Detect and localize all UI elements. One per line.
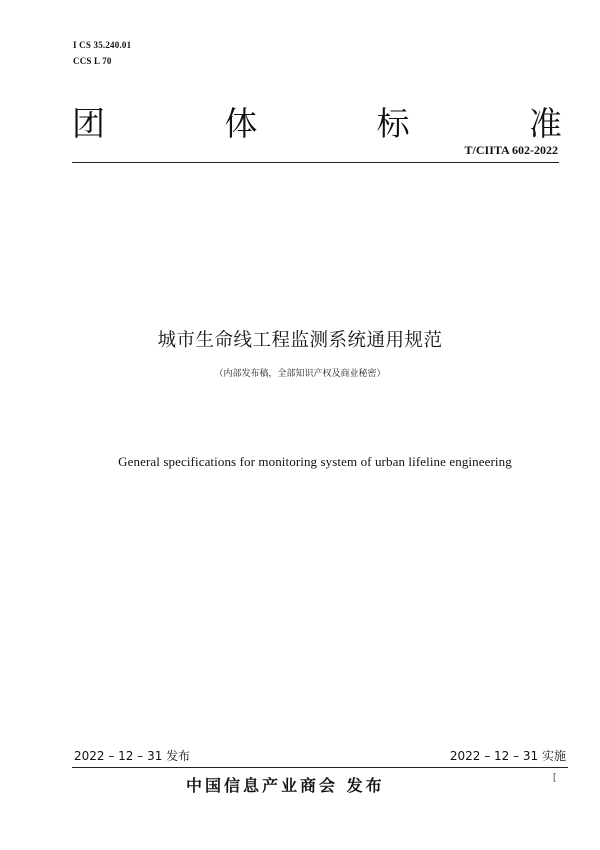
title-char: 标: [376, 104, 410, 143]
ics-code: I CS 35.240.01: [73, 40, 132, 50]
implementation-date: 2022 – 12 – 31 实施: [449, 749, 566, 763]
ccs-code: CCS L 70: [73, 56, 112, 66]
english-title: General specifications for monitoring system of urban lifeline engineering: [118, 454, 512, 469]
top-divider: [72, 162, 559, 163]
standard-number: T/CIITA 602-2022: [464, 143, 558, 157]
title-char: 体: [224, 104, 258, 143]
title-char: 团: [72, 104, 105, 143]
issue-date: 2022 – 12 – 31 发布: [74, 749, 191, 763]
chinese-title: 城市生命线工程监测系统通用规范: [157, 330, 443, 351]
title-char: 准: [528, 104, 562, 143]
publisher: 中国信息产业商会 发布: [186, 776, 385, 795]
standard-type-title: [72, 104, 562, 144]
bottom-divider: [72, 767, 568, 768]
release-note: （内部发布稿，全部知识产权及商业秘密）: [214, 369, 386, 379]
corner-mark: [: [553, 772, 557, 783]
